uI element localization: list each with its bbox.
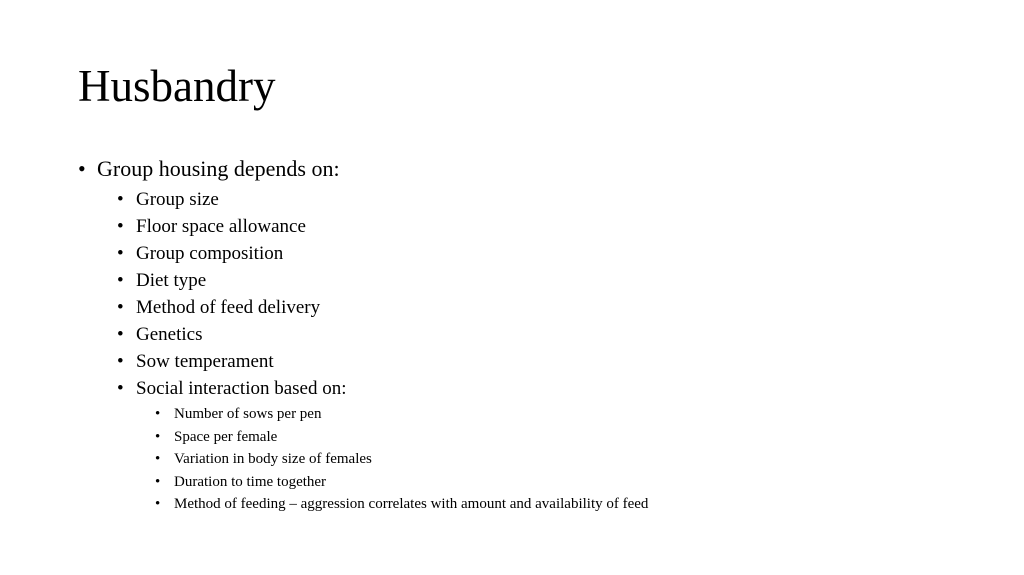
bullet-text: Duration to time together [174,473,327,490]
bullet-icon: • [155,496,161,512]
bullet-item-level1 [78,154,648,184]
bullet-text: Method of feeding – aggression correlates with amount and availability of feed [174,496,649,512]
bullet-text: Diet type [136,270,207,291]
bullet-icon: • [117,270,124,291]
bullet-item-level3 [155,403,648,426]
bullet-icon: • [155,406,161,422]
bullet-item-level3 [155,426,648,449]
bullet-text: Group composition [136,243,284,264]
bullet-item-level2 [117,267,648,294]
bullet-text: Method of feed delivery [136,297,321,318]
bullet-item-level2 [117,375,648,402]
bullet-text: Group housing depends on: [97,156,340,181]
bullet-icon: • [117,189,124,210]
bullet-item-level2 [117,294,648,321]
bullet-icon: • [117,243,124,264]
bullet-item-level2 [117,186,648,213]
bullet-icon: • [155,451,161,467]
bullet-icon: • [78,156,86,181]
bullet-icon: • [117,297,124,318]
bullet-item-level3 [155,471,648,494]
bullet-item-level3 [155,448,648,471]
bullet-item-level2 [117,213,648,240]
bullet-text: Floor space allowance [136,216,306,237]
bullet-text: Variation in body size of females [174,451,372,467]
bullet-item-level3 [155,493,648,516]
bullet-icon: • [117,324,124,345]
bullet-icon: • [155,428,161,445]
bullet-icon: • [155,473,161,490]
bullet-icon: • [117,378,124,399]
bullet-item-level2 [117,240,648,267]
bullet-text: Genetics [136,324,203,345]
bullet-text: Group size [136,189,219,210]
bullet-text: Space per female [174,428,278,445]
bullet-icon: • [117,351,124,372]
bullet-list [78,154,648,516]
bullet-icon: • [117,216,124,237]
slide-title: Husbandry [78,61,276,111]
bullet-text: Social interaction based on: [136,378,347,399]
bullet-text: Number of sows per pen [174,406,322,422]
bullet-text: Sow temperament [136,351,274,372]
bullet-item-level2 [117,321,648,348]
bullet-item-level2 [117,348,648,375]
